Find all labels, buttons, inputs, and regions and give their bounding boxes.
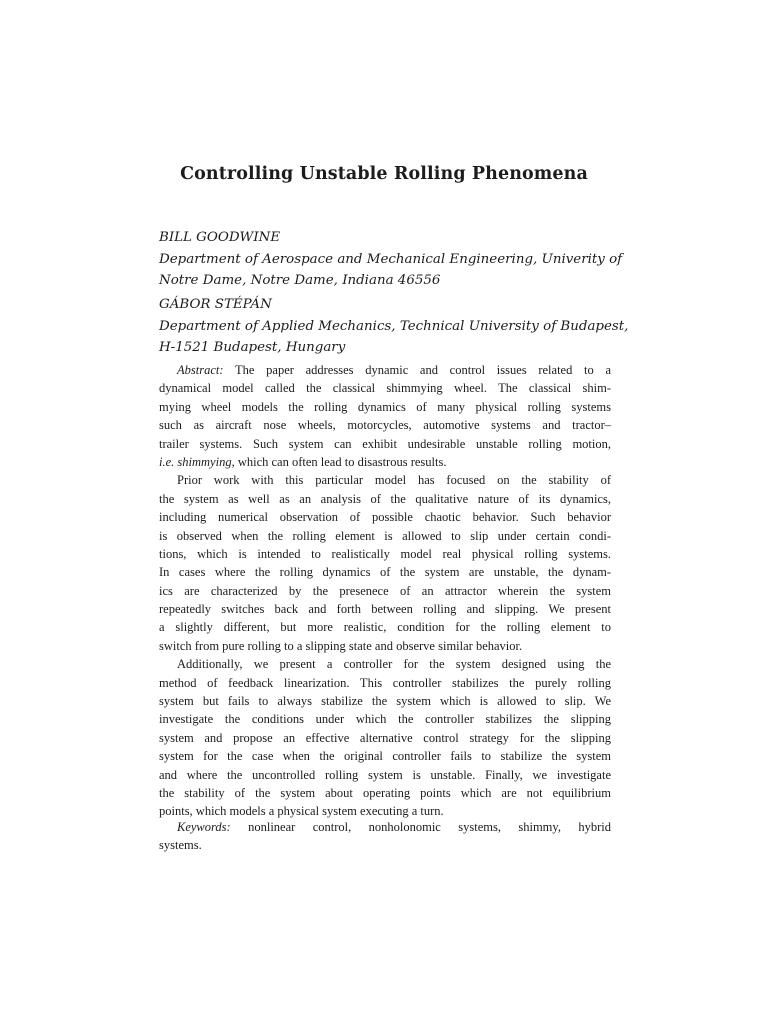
- abstract-line: [159, 453, 611, 471]
- keywords-line: [159, 818, 611, 836]
- author-name: GÁBOR STÉPÁN: [159, 297, 272, 312]
- keywords-text: nonlinear control, nonholonomic systems, shimmy, hybrid: [248, 820, 611, 834]
- abstract-line: points, which models a physical system executing a turn.: [159, 804, 444, 819]
- abstract-line: Additionally, we present a controller for the system designed using the: [177, 657, 611, 672]
- abstract-line: trailer systems. Such system can exhibit undesirable unstable rolling motion,: [159, 436, 611, 451]
- abstract-line: including numerical observation of possible chaotic behavior. Such behavior: [159, 510, 611, 525]
- abstract-line: Prior work with this particular model has focused on the stability of: [177, 473, 611, 488]
- abstract-line: dynamical model called the classical shimmying wheel. The classical shim-: [159, 381, 611, 396]
- abstract-line: repeatedly switches back and forth between rolling and slipping. We present: [159, 602, 611, 617]
- abstract-text: , which can often lead to disastrous results.: [231, 454, 447, 469]
- paper-title: Controlling Unstable Rolling Phenomena: [180, 164, 588, 184]
- abstract-line: and where the uncontrolled rolling system is unstable. Finally, we investigate: [159, 767, 611, 782]
- abstract-line: mying wheel models the rolling dynamics of many physical rolling systems: [159, 399, 611, 414]
- abstract-label: Abstract:: [177, 363, 224, 377]
- keywords-label: Keywords:: [177, 820, 231, 834]
- abstract-line: a slightly different, but more realistic, condition for the rolling element to: [159, 620, 611, 635]
- author-name: BILL GOODWINE: [159, 230, 281, 245]
- abstract-line: ics are characterized by the presenece of an attractor wherein the system: [159, 583, 611, 598]
- abstract-line: the system as well as an analysis of the qualitative nature of its dynamics,: [159, 491, 611, 506]
- abstract-line: [159, 361, 611, 379]
- abstract-line: such as aircraft nose wheels, motorcycles, automotive systems and tractor–: [159, 418, 611, 433]
- abstract-line: is observed when the rolling element is allowed to slip under certain condi-: [159, 528, 611, 543]
- abstract-line: switch from pure rolling to a slipping state and observe similar behavior.: [159, 638, 523, 653]
- author-affiliation-line: Notre Dame, Notre Dame, Indiana 46556: [159, 273, 441, 288]
- abstract-line: method of feedback linearization. This controller stabilizes the purely rolling: [159, 675, 611, 690]
- abstract-line: tions, which is intended to realistically model real physical rolling systems.: [159, 546, 611, 561]
- abstract-ie: i.e.: [159, 454, 175, 469]
- author-affiliation-line: H-1521 Budapest, Hungary: [159, 340, 346, 355]
- abstract-line: system and propose an effective alternative control strategy for the slipping: [159, 730, 611, 745]
- author-affiliation-line: Department of Applied Mechanics, Technical University of Budapest,: [159, 318, 629, 334]
- keywords: [159, 818, 611, 855]
- abstract-line: In cases where the rolling dynamics of the system are unstable, the dynam-: [159, 565, 611, 580]
- author-affiliation-line: Department of Aerospace and Mechanical Engineering, Univerity of: [159, 251, 623, 267]
- abstract-line: the stability of the system about operating points which are not equilibrium: [159, 785, 611, 800]
- abstract-line: system for the case when the original controller fails to stabilize the system: [159, 749, 611, 764]
- abstract: [159, 361, 611, 821]
- abstract-text: The paper addresses dynamic and control issues related to a: [235, 363, 612, 377]
- keywords-line: systems.: [159, 838, 202, 853]
- author-block-2: [159, 294, 629, 359]
- abstract-line: investigate the conditions under which the controller stabilizes the slipping: [159, 712, 611, 727]
- abstract-line: system but fails to always stabilize the system which is allowed to slip. We: [159, 694, 611, 709]
- author-block-1: [159, 227, 623, 292]
- abstract-shimmying: shimmying: [177, 454, 232, 469]
